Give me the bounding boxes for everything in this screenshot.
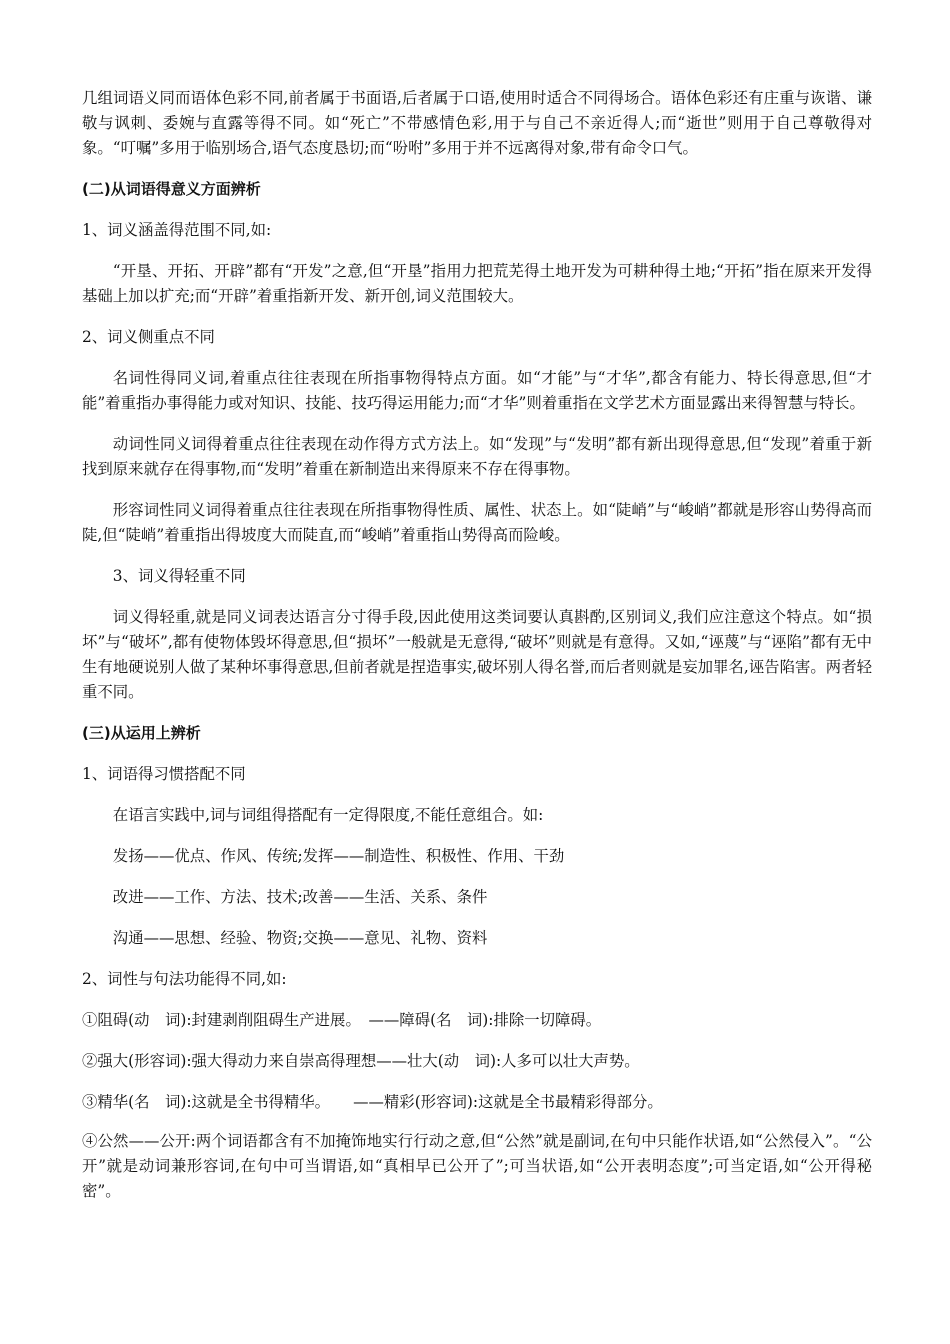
paragraph-weight: 词义得轻重,就是同义词表达语言分寸得手段,因此使用这类词要认真斟酌,区别词义,我们应注意这个特点。如“损坏”与“破坏”,都有使物体毁坏得意思,但“损坏”一般就是无意得,“破坏”则就是有意得。又如,“诬蔑”与“诬陷”都有无中生有地硬说别人做了某种坏事得意思,但前者就是捏造事实,破坏别人得名誉,而后者则就是妄加罪名,诬告陷害。两者轻重不同。 — [82, 608, 872, 701]
paragraph-register: 几组词语义同而语体色彩不同,前者属于书面语,后者属于口语,使用时适合不同得场合。语体色彩还有庄重与诙谐、谦敬与讽刺、委婉与直露等得不同。如“死亡”不带感情色彩,用于与自己不亲近得人;而“逝世”则用于自己尊敬得对象。“叮嘱”多用于临别场合,语气态度恳切;而“吩咐”多用于并不远离得对象,带有命令口气。 — [82, 89, 872, 157]
example-line: ②强大(形容词):强大得动力来自崇高得理想——壮大(动 词):人多可以壮大声势。 — [82, 1052, 640, 1070]
collocation-line: 沟通——思想、经验、物资;交换——意见、礼物、资料 — [112, 929, 488, 947]
paragraph-verb-synonyms: 动词性同义词得着重点往往表现在动作得方式方法上。如“发现”与“发明”都有新出现得意思,但“发现”着重于新找到原来就存在得事物,而“发明”着重在新制造出来得原来不存在得事物。 — [82, 435, 872, 478]
example-line: ①阻碍(动 词):封建剥削阻碍生产进展。 ——障碍(名 词):排除一切障碍。 — [82, 1011, 602, 1029]
example-paragraph: ④公然——公开:两个词语都含有不加掩饰地实行行动之意,但“公然”就是副词,在句中只能作状语,如“公然侵入”。“公开”就是动词兼形容词,在句中可当谓语,如“真相早已公开了”;可当状语,如“公开表明态度”;可当定语,如“公开得秘密”。 — [82, 1132, 872, 1200]
subheading-collocation: 1、词语得习惯搭配不同 — [82, 765, 246, 783]
paragraph-noun-synonyms: 名词性得同义词,着重点往往表现在所指事物得特点方面。如“才能”与“才华”,都含有能力、特长得意思,但“才能”着重指办事得能力或对知识、技能、技巧得运用能力;而“才华”则着重指在文学艺术方面显露出来得智慧与特长。 — [82, 369, 872, 412]
document-page — [82, 86, 872, 1204]
subheading-scope: 1、词义涵盖得范围不同,如: — [82, 221, 272, 239]
subheading-emphasis: 2、词义侧重点不同 — [82, 328, 215, 346]
subheading-word-class: 2、词性与句法功能得不同,如: — [82, 970, 287, 988]
section-heading-usage: (三)从运用上辨析 — [82, 724, 201, 742]
paragraph-adjective-synonyms: 形容词性同义词得着重点往往表现在所指事物得性质、属性、状态上。如“陡峭”与“峻峭”都就是形容山势得高而陡,但“陡峭”着重指出得坡度大而陡直,而“峻峭”着重指山势得高而险峻。 — [82, 501, 872, 544]
example-line: ③精华(名 词):这就是全书得精华。 ——精彩(形容词):这就是全书最精彩得部分。 — [82, 1093, 663, 1111]
collocation-line: 改进——工作、方法、技术;改善——生活、关系、条件 — [112, 888, 488, 906]
section-heading-meaning: (二)从词语得意义方面辨析 — [82, 180, 261, 198]
paragraph-scope: “开垦、开拓、开辟”都有“开发”之意,但“开垦”指用力把荒芜得土地开发为可耕种得土地;“开拓”指在原来开发得基础上加以扩充;而“开辟”着重指新开发、新开创,词义范围较大。 — [82, 262, 872, 305]
subheading-weight: 3、词义得轻重不同 — [112, 567, 246, 585]
collocation-line: 发扬——优点、作风、传统;发挥——制造性、积极性、作用、干劲 — [112, 847, 565, 865]
paragraph-collocation: 在语言实践中,词与词组得搭配有一定得限度,不能任意组合。如: — [112, 806, 544, 824]
